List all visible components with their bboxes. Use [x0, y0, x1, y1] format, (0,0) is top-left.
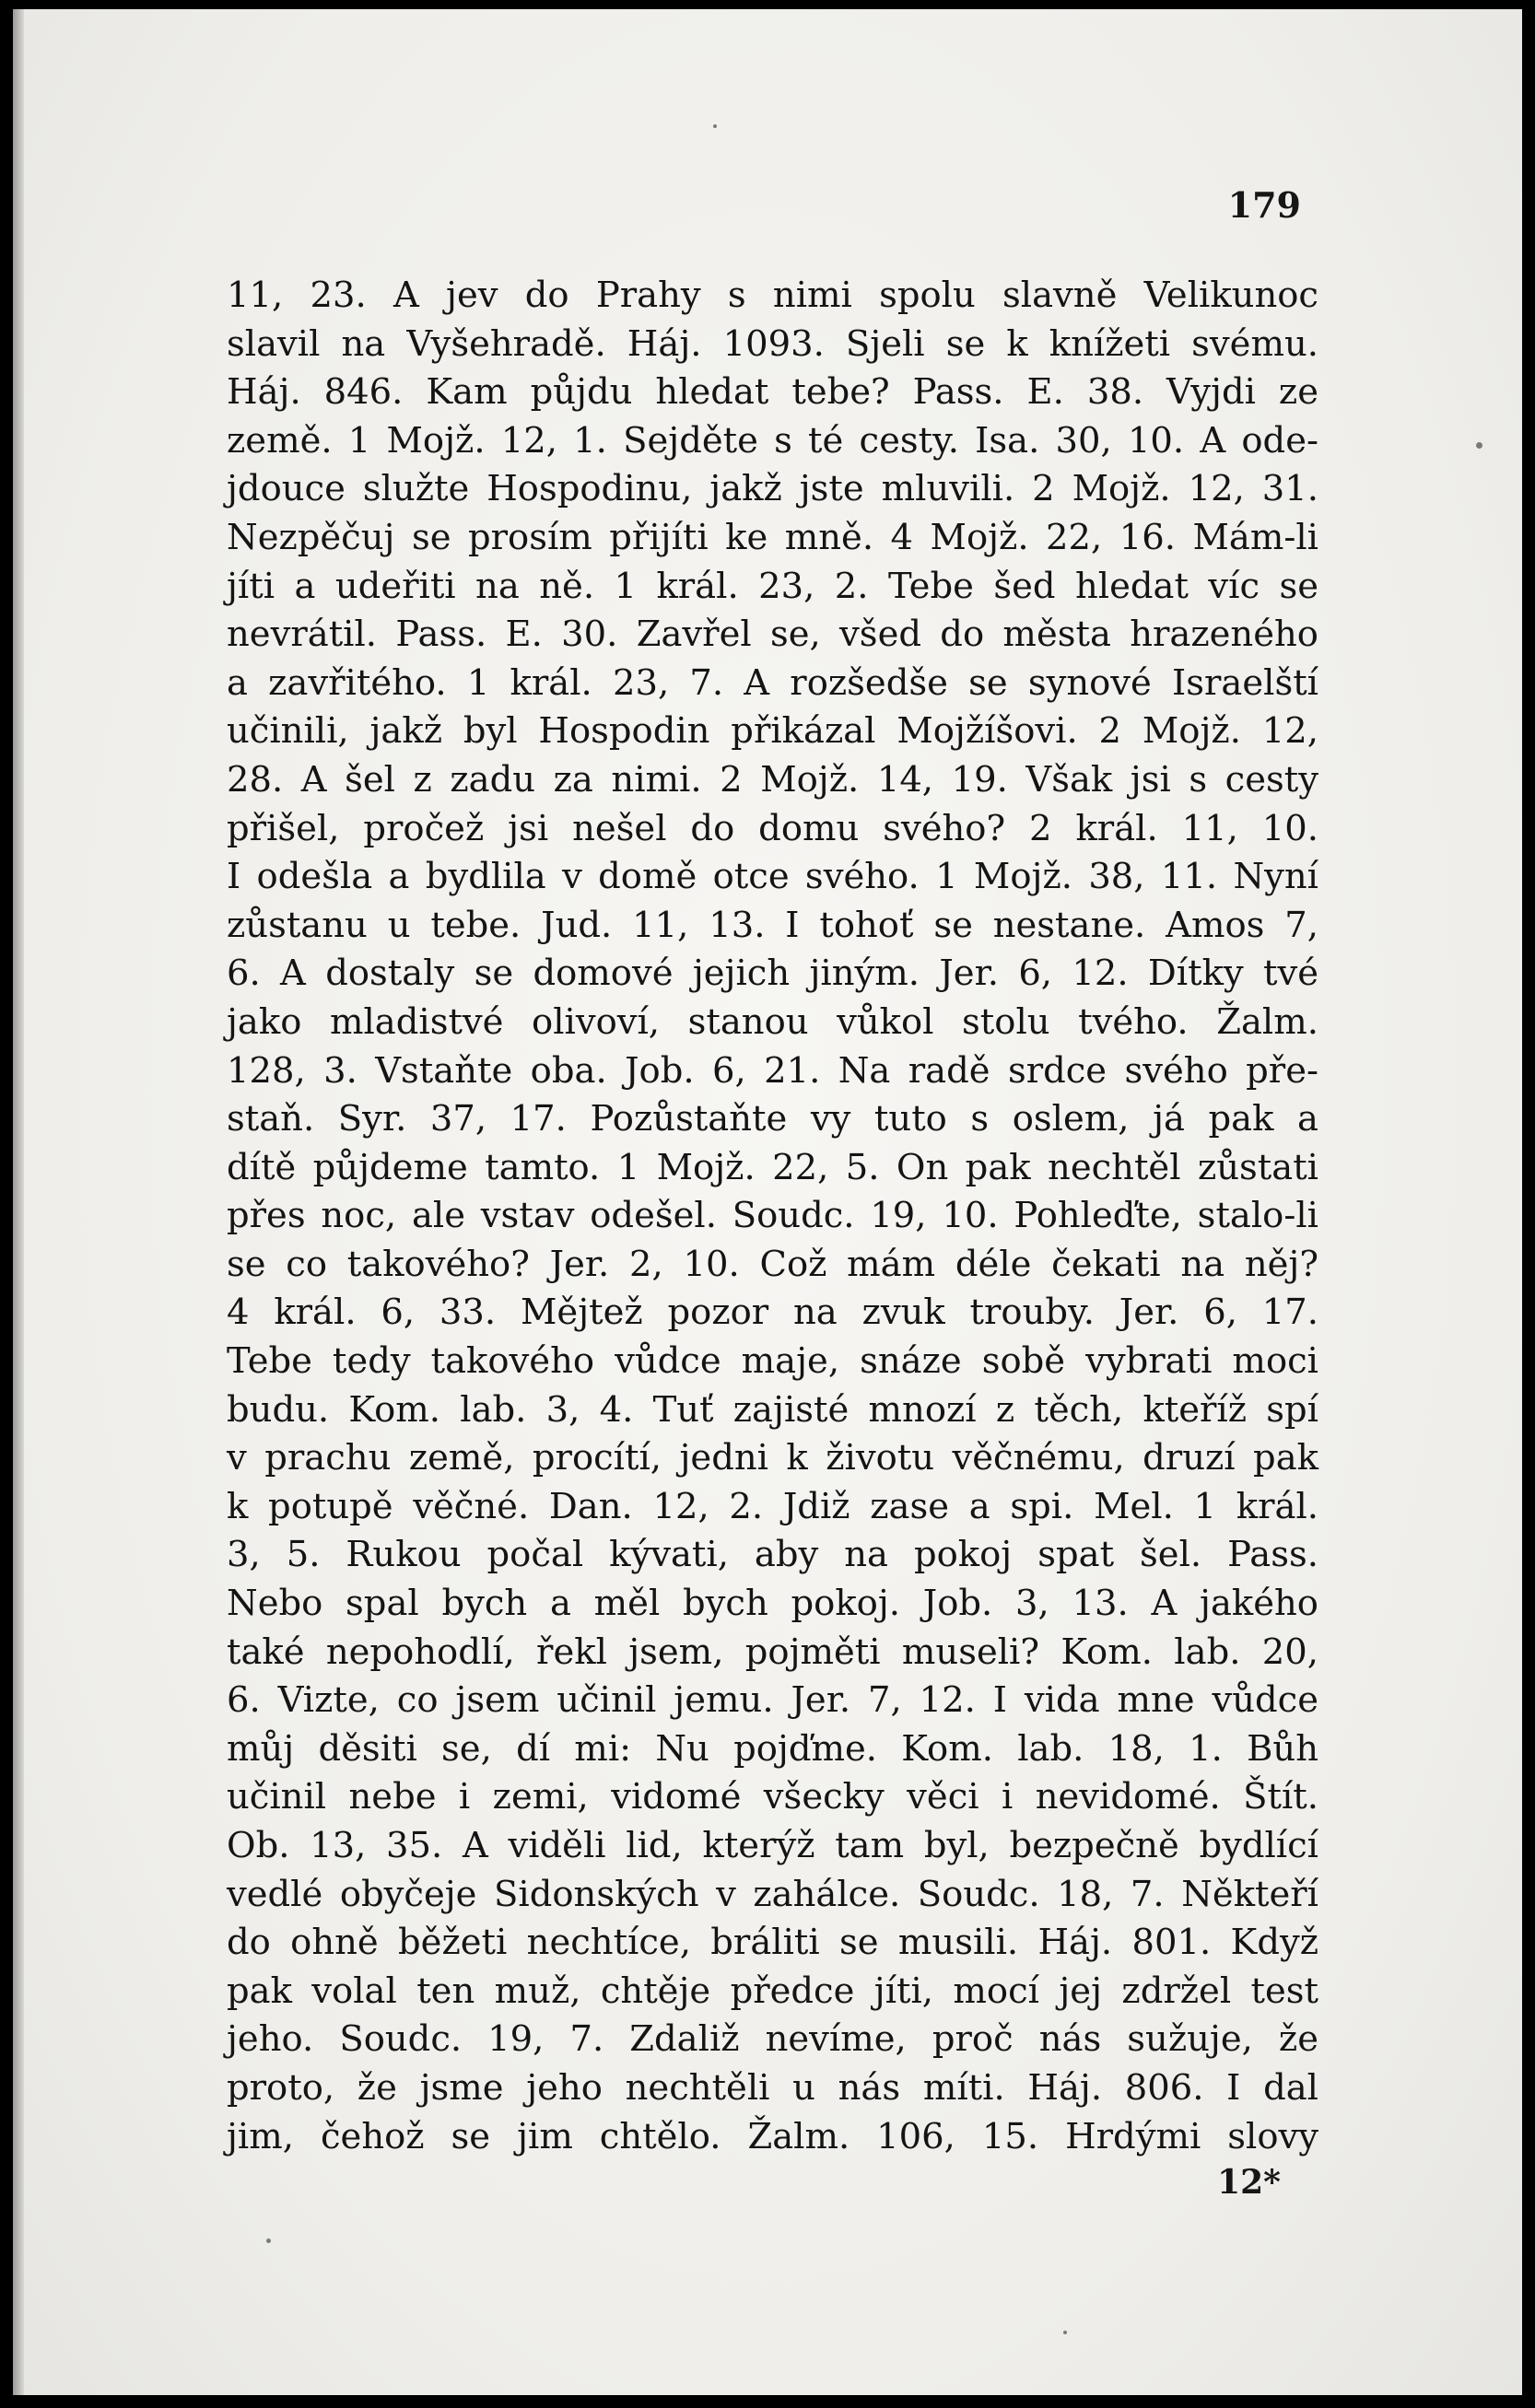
text-line: také nepohodlí, řekl jsem, pojměti museli? Kom. lab. 20,: [227, 1631, 1318, 1673]
text-line: Ob. 13, 35. A viděli lid, kterýž tam byl, bezpečně bydlící: [227, 1825, 1318, 1866]
text-line: 6. Vizte, co jsem učinil jemu. Jer. 7, 12. I vida mne vůdce: [227, 1679, 1318, 1722]
text-line: 11, 23. A jev do Prahy s nimi spolu slavně Velikunoc: [227, 275, 1318, 316]
text-line: Háj. 846. Kam půjdu hledat tebe? Pass. E. 38. Vyjdi ze: [227, 371, 1318, 414]
signature-mark: 12*: [1217, 2163, 1281, 2202]
scan-speck: [1063, 2331, 1067, 2334]
text-line: učinili, jakž byl Hospodin přikázal Mojžíšovi. 2 Mojž. 12,: [227, 710, 1318, 753]
text-line: země. 1 Mojž. 12, 1. Sejděte s té cesty. Isa. 30, 10. A ode-: [227, 419, 1318, 462]
text-line: pak volal ten muž, chtěje předce jíti, mocí jej zdržel test: [227, 1970, 1318, 2012]
text-line: jim, čehož se jim chtělo. Žalm. 106, 15. Hrdými slovy: [227, 2115, 1318, 2157]
text-line: proto, že jsme jeho nechtěli u nás míti. Háj. 806. I dal: [227, 2066, 1318, 2109]
text-line: staň. Syr. 37, 17. Pozůstaňte vy tuto s oslem, já pak a: [227, 1098, 1318, 1140]
text-line: 6. A dostaly se domové jejich jiným. Jer. 6, 12. Dítky tvé: [227, 953, 1318, 995]
page-number: 179: [1227, 184, 1301, 226]
text-line: zůstanu u tebe. Jud. 11, 13. I tohoť se nestane. Amos 7,: [227, 904, 1318, 946]
text-line: 128, 3. Vstaňte oba. Job. 6, 21. Na radě srdce svého pře-: [227, 1049, 1318, 1092]
text-line: se co takového? Jer. 2, 10. Což mám déle čekati na něj?: [227, 1243, 1318, 1285]
text-line: učinil nebe i zemi, vidomé všecky věci i nevidomé. Štít.: [227, 1776, 1318, 1818]
text-line: slavil na Vyšehradě. Háj. 1093. Sjeli se k knížeti svému.: [227, 322, 1318, 365]
text-line: dítě půjdeme tamto. 1 Mojž. 22, 5. On pak nechtěl zůstati: [227, 1146, 1318, 1188]
text-line: jako mladistvé olivoví, stanou vůkol stolu tvého. Žalm.: [227, 1000, 1318, 1043]
text-line: do ohně běžeti nechtíce, bráliti se musili. Háj. 801. Když: [227, 1922, 1318, 1964]
text-line: Nebo spal bych a měl bych pokoj. Job. 3, 13. A jakého: [227, 1583, 1318, 1625]
text-line: a zavřitého. 1 král. 23, 7. A rozšedše se synové Israelští: [227, 661, 1318, 704]
text-line: Nezpěčuj se prosím přijíti ke mně. 4 Mojž. 22, 16. Mám-li: [227, 516, 1318, 558]
text-line: jeho. Soudc. 19, 7. Zdaliž nevíme, proč nás sužuje, že: [227, 2018, 1318, 2061]
text-line: 4 král. 6, 33. Mějtež pozor na zvuk trouby. Jer. 6, 17.: [227, 1292, 1318, 1334]
text-line: jíti a udeřiti na ně. 1 král. 23, 2. Tebe šed hledat víc se: [227, 565, 1318, 607]
text-line: I odešla a bydlila v domě otce svého. 1 Mojž. 38, 11. Nyní: [227, 856, 1318, 898]
scan-speck: [266, 2239, 271, 2243]
text-line: budu. Kom. lab. 3, 4. Tuť zajisté mnozí z těch, kteříž spí: [227, 1388, 1318, 1431]
page-edge-shadow: [13, 9, 24, 2395]
text-line: v prachu země, procítí, jedni k životu věčnému, druzí pak: [227, 1437, 1318, 1479]
book-page: [13, 9, 1522, 2395]
scan-speck: [1476, 442, 1482, 449]
text-line: nevrátil. Pass. E. 30. Zavřel se, všed do města hrazeného: [227, 614, 1318, 656]
text-line: přes noc, ale vstav odešel. Soudc. 19, 10. Pohleďte, stalo-li: [227, 1195, 1318, 1237]
text-line: jdouce služte Hospodinu, jakž jste mluvili. 2 Mojž. 12, 31.: [227, 468, 1318, 510]
text-line: přišel, pročež jsi nešel do domu svého? 2 král. 11, 10.: [227, 807, 1318, 849]
text-line: vedlé obyčeje Sidonských v zahálce. Soudc. 18, 7. Někteří: [227, 1873, 1318, 1915]
text-line: Tebe tedy takového vůdce maje, snáze sobě vybrati moci: [227, 1340, 1318, 1383]
body-text: [227, 272, 1318, 2161]
text-line: 28. A šel z zadu za nimi. 2 Mojž. 14, 19. Však jsi s cesty: [227, 758, 1318, 801]
scan-speck: [713, 124, 717, 128]
text-line: 3, 5. Rukou počal kývati, aby na pokoj spat šel. Pass.: [227, 1534, 1318, 1576]
text-line: můj děsiti se, dí mi: Nu pojďme. Kom. lab. 18, 1. Bůh: [227, 1727, 1318, 1770]
text-line: k potupě věčné. Dan. 12, 2. Jdiž zase a spi. Mel. 1 král.: [227, 1485, 1318, 1527]
